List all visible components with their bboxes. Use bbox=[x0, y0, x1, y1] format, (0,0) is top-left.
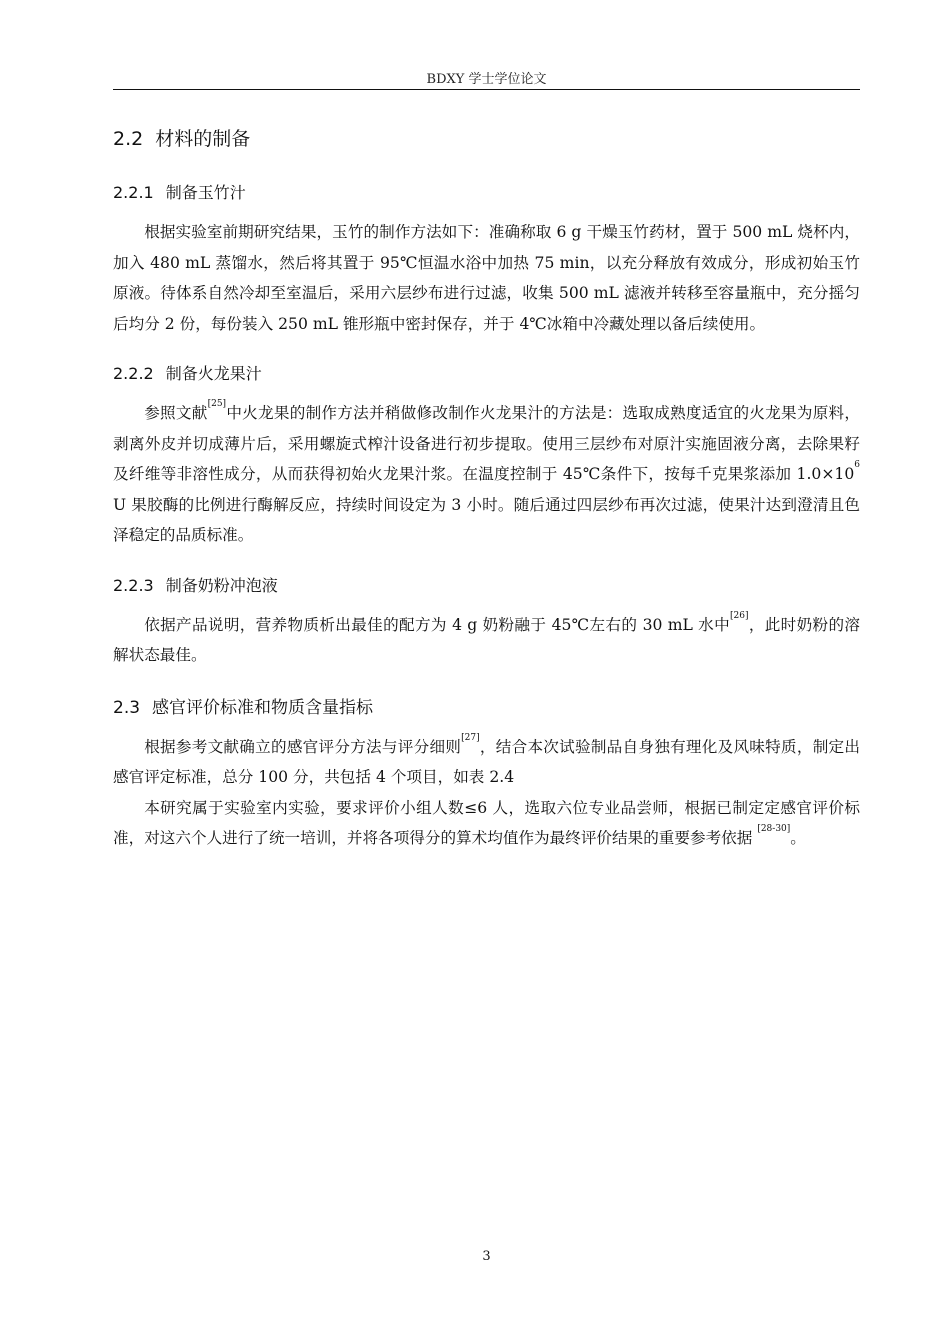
section-number: 2.2 bbox=[113, 128, 144, 150]
paragraph-yuzhu-preparation: 根据实验室前期研究结果，玉竹的制作方法如下：准确称取 6 g 干燥玉竹药材，置于 500 mL 烧杯内，加入 480 mL 蒸馏水，然后将其置于 95℃恒温水浴中加热 75 min，以充分释放有效成分，形成初始玉竹原液。待体系自然冷却至室温后，采用六层纱布进行过滤，收集 500 mL 滤液并转移至容量瓶中，充分摇匀后均分 2 份，每份装入 250 mL 锥形瓶中密封保存，并于 4℃冰箱中冷藏处理以备后续使用。 bbox=[113, 223, 860, 333]
exponent: 6 bbox=[854, 460, 860, 470]
section-number: 2.3 bbox=[113, 697, 141, 718]
citation-28-30: [28-30] bbox=[757, 824, 791, 834]
paragraph-milk-powder-preparation bbox=[113, 610, 860, 671]
section-heading-2-3 bbox=[113, 693, 860, 718]
section-title: 制备玉竹汁 bbox=[165, 183, 246, 202]
citation-27: [27] bbox=[461, 732, 480, 743]
text-run: 依据产品说明，营养物质析出最佳的配方为 4 g 奶粉融于 45℃左右的 30 mL 水中 bbox=[144, 615, 731, 634]
text-run: ，此时奶粉的溶解状态最佳。 bbox=[113, 615, 860, 664]
section-title: 感官评价标准和物质含量指标 bbox=[152, 697, 374, 718]
text-run: U 果胶酶的比例进行酶解反应，持续时间设定为 3 小时。随后通过四层纱布再次过滤，使果汁达到澄清且色泽稳定的品质标准。 bbox=[113, 495, 860, 544]
text-run: 中火龙果的制作方法并稍做修改制作火龙果汁的方法是：选取成熟度适宜的火龙果为原料，剥离外皮并切成薄片后，采用螺旋式榨汁设备进行初步提取。使用三层纱布对原汁实施固液分离，去除果籽及纤维等非溶性成分，从而获得初始火龙果汁浆。在温度控制于 45℃条件下，按每千克果浆添加 1.0×10 bbox=[113, 404, 860, 483]
section-heading-2-2-2 bbox=[113, 361, 860, 384]
page-body bbox=[113, 120, 860, 854]
citation-25: [25] bbox=[207, 399, 227, 409]
header-rule bbox=[113, 89, 860, 90]
section-heading-2-2-3 bbox=[113, 573, 860, 596]
paragraph-pitaya-juice-preparation bbox=[113, 398, 860, 551]
section-heading-2-2-1 bbox=[113, 180, 860, 203]
text-run: ，结合本次试验制品自身独有理化及风味特质，制定出感官评定标准，总分 100 分，共包括 4 个项目，如表 2.4 bbox=[113, 737, 860, 786]
paragraph-sensory-criteria bbox=[113, 732, 860, 793]
text-run: 。 bbox=[790, 829, 806, 847]
page-number: 3 bbox=[482, 1249, 491, 1264]
section-title: 制备奶粉冲泡液 bbox=[165, 575, 278, 595]
running-header: BDXY 学士学位论文 bbox=[426, 72, 547, 87]
text-run: 根据参考文献确立的感官评分方法与评分细则 bbox=[144, 737, 462, 756]
section-number: 2.2.2 bbox=[113, 364, 154, 383]
text-run: 参照文献 bbox=[144, 404, 208, 422]
citation-26: [26] bbox=[730, 610, 749, 621]
paragraph-evaluation-panel bbox=[113, 793, 860, 854]
text-run: 本研究属于实验室内实验，要求评价小组人数≤6 人，选取六位专业品尝师，根据已制定定感官评价标准，对这六个人进行了统一培训，并将各项得分的算术均值作为最终评价结果的重要参考依据 bbox=[113, 798, 860, 847]
section-number: 2.2.1 bbox=[113, 183, 154, 202]
section-title: 制备火龙果汁 bbox=[165, 364, 262, 383]
section-title: 材料的制备 bbox=[155, 128, 251, 150]
section-number: 2.2.3 bbox=[113, 575, 154, 595]
section-heading-2-2 bbox=[113, 124, 860, 151]
